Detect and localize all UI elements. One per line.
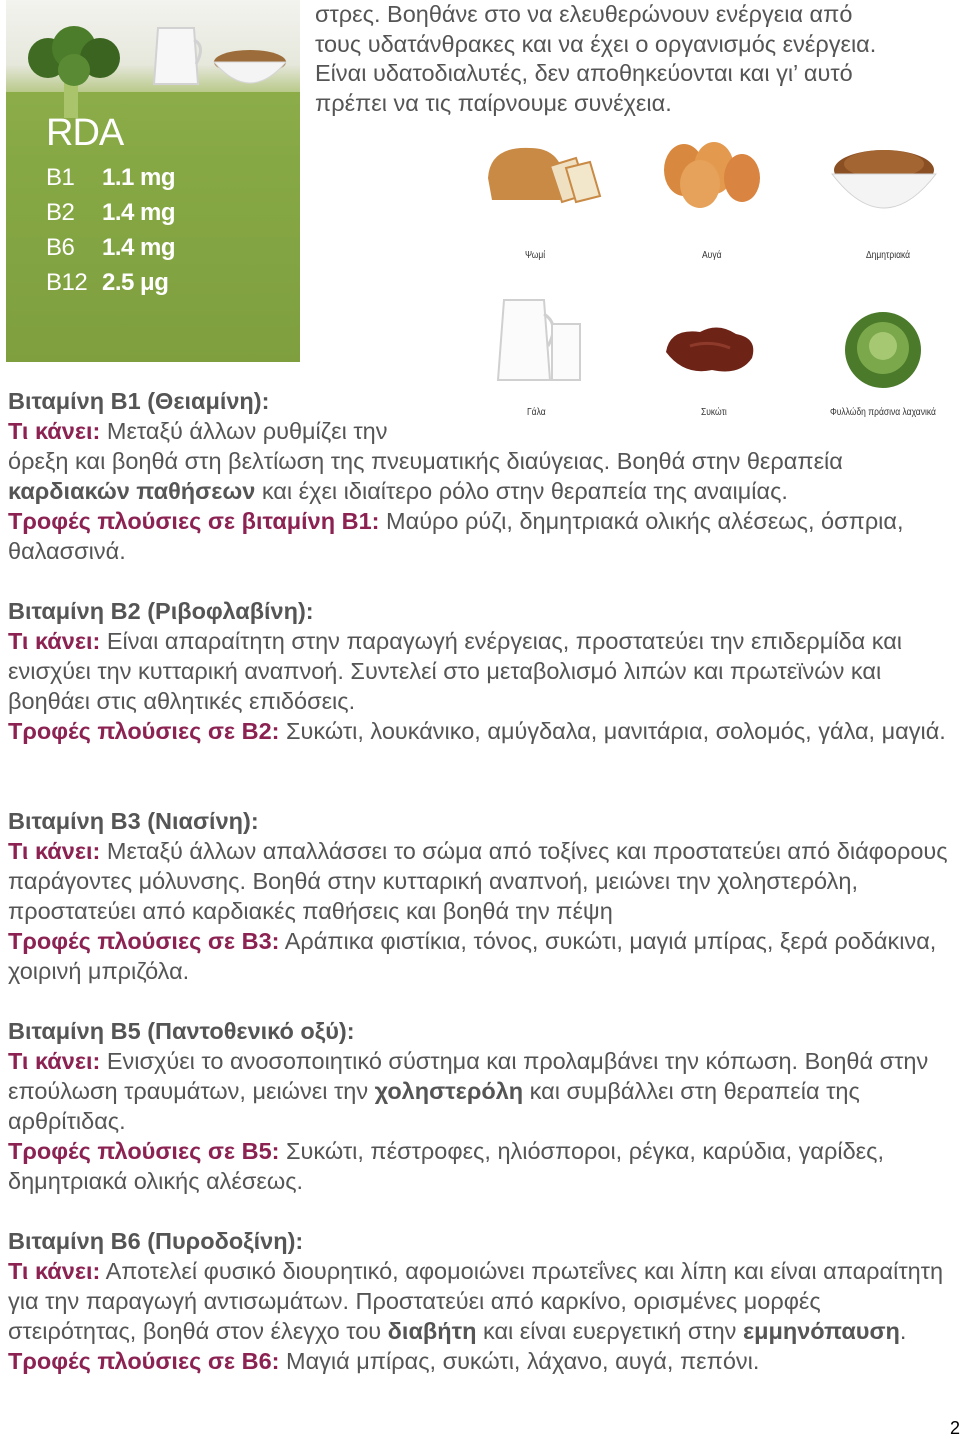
intro-line: τους υδατάνθρακες και να έχει ο οργανισμός ενέργεια. [315,30,877,57]
foods-label: Τροφές πλούσιες σε βιταμίνη Β1: [8,508,380,534]
what-text: και έχει ιδιαίτερο ρόλο στην θεραπεία της αναιμίας. [255,478,788,504]
section-b2 [8,596,953,746]
section-heading: Βιταμίνη Β3 (Νιασίνη): [8,808,259,834]
foods-label: Τροφές πλούσιες σε Β5: [8,1138,280,1164]
section-b5 [8,1016,953,1196]
what-bold: διαβήτη [387,1318,477,1344]
section-foods [8,1346,953,1376]
section-what [8,1046,953,1136]
bread-icon [480,138,610,210]
cereal-bowl-icon [210,46,290,90]
rda-vitamin-value: 1.1 mg [102,164,176,191]
section-b1 [8,386,953,566]
food-label-eggs: Αυγά [702,250,722,261]
what-text: . [899,1318,907,1344]
what-text: Είναι απαραίτητη στην παραγωγή ενέργειας, προστατεύει την επιδερμίδα και ενισχύει την κυτταρική αναπνοή. Συντελεί στο μεταβολισμό λιπών και πρωτεϊνών και βοηθάει στις αθλητικές επιδόσεις. [8,628,903,714]
food-label-bread: Ψωμί [525,250,546,261]
rda-vitamin-name: B12 [46,269,88,296]
what-text: και συμβάλλει στη θεραπεία της αρθρίτιδας. [8,1078,860,1134]
intro-line: Είναι υδατοδιαλυτές, δεν αποθηκεύονται και γι’ αυτό [315,60,853,87]
foods-text: Συκώτι, πέστροφες, ηλιόσποροι, ρέγκα, καρύδια, γαρίδες, δημητριακά ολικής αλέσεως. [8,1138,884,1194]
food-label-milk: Γάλα [527,407,546,418]
rda-vitamin-name: B1 [46,164,75,191]
intro-line: στρες. Βοηθάνε στο να ελευθερώνουν ενέργεια από [315,1,853,27]
what-label: Τι κάνει: [8,628,101,654]
milk-icon [494,294,586,384]
section-b3 [8,806,953,986]
broccoli-icon [20,24,128,120]
foods-text: Μαύρο ρύζι, δημητριακά ολικής αλέσεως, όσπρια, θαλασσινά. [8,508,904,564]
what-label: Τι κάνει: [8,1048,101,1074]
section-heading: Βιταμίνη Β2 (Ριβοφλαβίνη): [8,598,314,624]
section-foods [8,716,953,746]
rda-vitamin-value: 1.4 mg [102,234,176,261]
section-heading: Βιταμίνη Β6 (Πυροδοξίνη): [8,1228,304,1254]
section-what-line [8,416,953,446]
page-number: 2 [949,1418,960,1438]
what-text: όρεξη και βοηθά στη βελτίωση της πνευματικής διαύγειας. Βοηθά στην θεραπεία [8,448,843,474]
what-bold: εμμηνόπαυση [742,1318,900,1344]
intro-line: πρέπει να τις παίρνουμε συνέχεια. [315,89,672,116]
section-foods [8,506,953,566]
section-what-body [8,446,953,506]
liver-icon [660,318,760,380]
section-heading: Βιταμίνη Β1 (Θειαμίνη): [8,388,270,414]
what-label: Τι κάνει: [8,838,101,864]
foods-label: Τροφές πλούσιες σε Β3: [8,928,280,954]
foods-label: Τροφές πλούσιες σε Β2: [8,718,280,744]
what-text: Μεταξύ άλλων απαλλάσσει το σώμα από τοξίνες και προστατεύει από διάφορους παράγοντες μόλυνσης. Βοηθά στην κυτταρική αναπνοή, μειώνει την χοληστερόλη, προστατεύει από καρδιακές παθήσεις και βοηθά την πέψη [8,838,948,924]
milk-jug-icon [146,24,206,90]
rda-panel [6,0,300,362]
what-text: και είναι ευεργετική στην [476,1318,743,1344]
rda-row-b1 [46,164,175,192]
section-what [8,626,953,716]
section-what [8,836,953,926]
what-bold: χοληστερόλη [374,1078,524,1104]
rda-vitamin-name: B6 [46,234,75,261]
section-what [8,1256,953,1346]
rda-vitamin-name: B2 [46,199,75,226]
rda-row-b2 [46,199,175,227]
foods-text: Αράπικα φιστίκια, τόνος, συκώτι, μαγιά μπίρας, ξερά ροδάκινα, χοιρινή μπριζόλα. [8,928,937,984]
foods-text: Συκώτι, λουκάνικο, αμύγδαλα, μανιτάρια, σολομός, γάλα, μαγιά. [279,718,946,744]
rda-vitamin-value: 1.4 mg [102,199,176,226]
what-label: Τι κάνει: [8,1258,101,1284]
rda-title: RDA [46,112,124,154]
rda-row-b12 [46,269,168,297]
rda-vitamin-value: 2.5 μg [102,269,169,296]
what-bold: καρδιακών παθήσεων [8,478,256,504]
cereals-bowl-icon [828,138,940,222]
section-heading: Βιταμίνη Β5 (Παντοθενικό οξύ): [8,1018,355,1044]
foods-label: Τροφές πλούσιες σε Β6: [8,1348,280,1374]
what-text: Αποτελεί φυσικό διουρητικό, αφομοιώνει πρωτεΐνες και λίπη και είναι απαραίτητη για την παραγωγή αντισωμάτων. Προστατεύει από καρκίνο, ορισμένες μορφές στειρότητας, βοηθά στον έλεγχο του [8,1258,944,1344]
rda-row-b6 [46,234,175,262]
intro-paragraph [315,0,955,118]
foods-text: Μαγιά μπίρας, συκώτι, λάχανο, αυγά, πεπόνι. [279,1348,760,1374]
section-b6 [8,1226,953,1376]
food-label-liver: Συκώτι [701,407,727,418]
what-text: Μεταξύ άλλων ρυθμίζει την [100,418,388,444]
section-foods [8,1136,953,1196]
cabbage-icon [838,302,928,392]
eggs-icon [656,140,766,210]
food-label-greens: Φυλλώδη πράσινα λαχανικά [830,407,936,418]
section-foods [8,926,953,986]
what-text: Ενισχύει το ανοσοποιητικό σύστημα και προλαμβάνει την κόπωση. Βοηθά στην επούλωση τραυμάτων, μειώνει την [8,1048,929,1104]
what-label: Τι κάνει: [8,418,101,444]
food-label-cereals: Δημητριακά [866,250,911,261]
